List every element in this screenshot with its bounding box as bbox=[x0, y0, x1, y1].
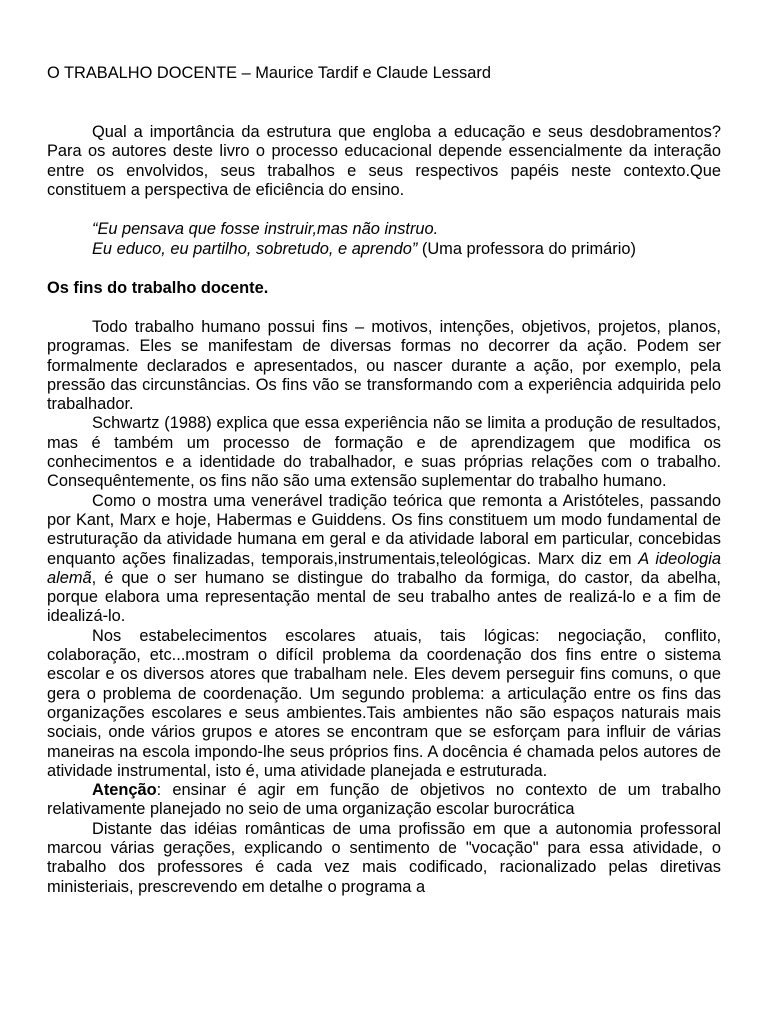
paragraph-1: Todo trabalho humano possui fins – motivos, intenções, objetivos, projetos, planos, programas. Eles se manifestam de diversas formas no decorrer da ação. Podem ser formalmente declarados e apresentados, ou nascer durante a ação, por exemplo, pela pressão das circunstâncias. Os fins vão se transformando com a experiência adquirida pelo trabalhador. bbox=[47, 318, 721, 414]
paragraph-4: Nos estabelecimentos escolares atuais, tais lógicas: negociação, conflito, colaboração, etc...mostram o difícil problema da coordenação dos fins entre o sistema escolar e os diversos atores que trabalham nele. Eles devem perseguir fins comuns, o que gera o problema de coordenação. Um segundo problema: a articulação entre os fins das organizações escolares e seus ambientes.Tais ambientes não são espaços naturais mais sociais, onde vários grupos e atores se encontram que se esforçam para influir de várias maneiras na escola impondo-lhe seus próprios fins. A docência é chamada pelos autores de atividade instrumental, isto é, uma atividade planejada e estruturada. bbox=[47, 626, 721, 780]
paragraph-3-text-a: Como o mostra uma venerável tradição teórica que remonta a Aristóteles, passando por Kant, Marx e hoje, Habermas e Guiddens. Os fins constituem um modo fundamental de estruturação da atividade humana em geral e da atividade laboral em particular, concebidas enquanto ações finalizadas, temporais,instrumentais,teleológicas. Marx diz em bbox=[47, 491, 721, 568]
quote-line-2 bbox=[92, 240, 636, 259]
paragraph-6: Distante das idéias românticas de uma profissão em que a autonomia professoral marcou várias gerações, explicando o sentimento de "vocação" para essa atividade, o trabalho dos professores é cada vez mais codificado, racionalizado pelas diretivas ministeriais, prescrevendo em detalhe o programa a bbox=[47, 819, 721, 896]
intro-paragraph: Qual a importância da estrutura que engloba a educação e seus desdobramentos?Para os autores deste livro o processo educacional depende essencialmente da interação entre os envolvidos, seus trabalhos e seus respectivos papéis neste contexto.Que constituem a perspectiva de eficiência do ensino. bbox=[47, 123, 721, 199]
paragraph-5-text: : ensinar é agir em função de objetivos no contexto de um trabalho relativamente planejado no seio de uma organização escolar burocrática bbox=[47, 781, 721, 819]
body-text bbox=[47, 318, 721, 897]
paragraph-2: Schwartz (1988) explica que essa experiência não se limita a produção de resultados, mas é também um processo de formação e de aprendizagem que modifica os conhecimentos e a identidade do trabalhador, e suas próprias relações com o trabalho. Consequêntemente, os fins não são uma extensão suplementar do trabalho humano. bbox=[47, 414, 721, 491]
paragraph-3-text-b: , é que o ser humano se distingue do trabalho da formiga, do castor, da abelha, porque elabora uma representação mental de seu trabalho antes de realizá-lo e a fim de idealizá-lo. bbox=[47, 568, 721, 626]
section-heading: Os fins do trabalho docente. bbox=[47, 279, 269, 297]
attention-label: Atenção bbox=[92, 781, 157, 800]
quote-text-2: Eu educo, eu partilho, sobretudo, e aprendo” bbox=[92, 240, 418, 258]
book-title: A ideologia alemã bbox=[47, 549, 721, 587]
document-title: O TRABALHO DOCENTE – Maurice Tardif e Claude Lessard bbox=[47, 64, 491, 82]
paragraph-5 bbox=[47, 781, 721, 820]
quote-line-1 bbox=[92, 220, 438, 239]
quote-attribution: (Uma professora do primário) bbox=[417, 240, 636, 258]
quote-text-1: “Eu pensava que fosse instruir,mas não instruo. bbox=[92, 220, 439, 238]
paragraph-3 bbox=[47, 492, 721, 627]
